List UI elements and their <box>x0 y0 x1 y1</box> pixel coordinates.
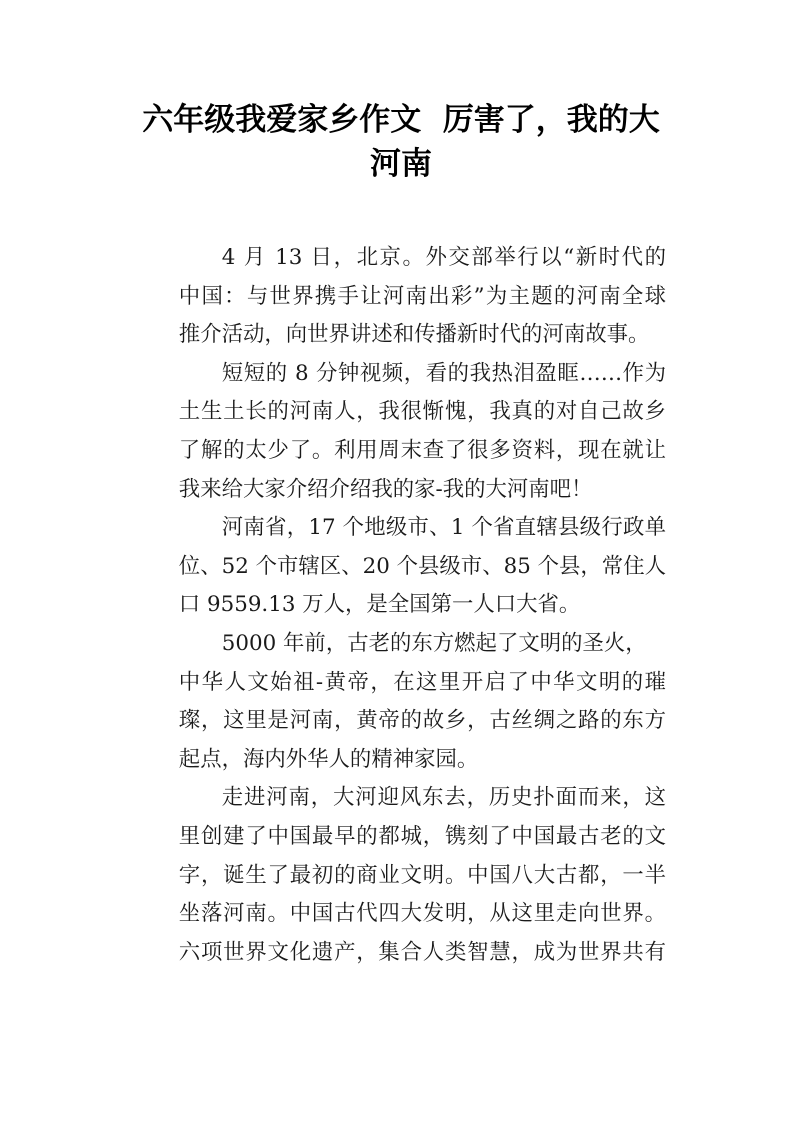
text-line: 走进河南，大河迎风东去，历史扑面而来，这 <box>221 785 666 811</box>
text-line: 字，诞生了最初的商业文明。中国八大古都，一半 <box>178 862 666 888</box>
text-line: 推介活动，向世界讲述和传播新时代的河南故事。 <box>178 322 650 348</box>
paragraph-video <box>136 355 666 509</box>
text-line: 中国：与世界携手让河南出彩”为主题的河南全球 <box>178 283 666 309</box>
title-line-1: 六年级我爱家乡作文 厉害了，我的大 <box>142 102 660 138</box>
text-line: 坐落河南。中国古代四大发明，从这里走向世界。 <box>178 901 666 927</box>
text-line: 起点，海内外华人的精神家园。 <box>178 746 479 772</box>
text-line: 我来给大家介绍介绍我的家-我的大河南吧！ <box>178 476 593 502</box>
document-body <box>136 239 666 972</box>
text-line: 中华人文始祖-黄帝，在这里开启了中华文明的璀 <box>178 669 666 695</box>
text-line: 土生土长的河南人，我很惭愧，我真的对自己故乡 <box>178 399 666 425</box>
text-line: 5000 年前，古老的东方燃起了文明的圣火， <box>221 630 647 656</box>
document-title <box>120 98 682 186</box>
text-line: 短短的 8 分钟视频，看的我热泪盈眶……作为 <box>221 360 666 386</box>
text-line: 六项世界文化遗产，集合人类智慧，成为世界共有 <box>178 939 666 965</box>
text-line: 璨，这里是河南，黄帝的故乡，古丝绸之路的东方 <box>178 708 666 734</box>
paragraph-history <box>136 625 666 779</box>
paragraph-statistics <box>136 509 666 625</box>
text-line: 了解的太少了。利用周末查了很多资料，现在就让 <box>178 437 666 463</box>
paragraph-announcement <box>136 239 666 355</box>
text-line: 4 月 13 日，北京。外交部举行以“新时代的 <box>221 245 666 270</box>
paragraph-culture <box>136 779 666 972</box>
text-line: 里创建了中国最早的都城，镌刻了中国最古老的文 <box>178 823 666 849</box>
title-line-2: 河南 <box>370 146 432 182</box>
text-line: 口 9559.13 万人，是全国第一人口大省。 <box>178 592 581 618</box>
text-line: 河南省，17 个地级市、1 个省直辖县级行政单 <box>221 515 666 541</box>
text-line: 位、52 个市辖区、20 个县级市、85 个县，常住人 <box>178 553 666 579</box>
